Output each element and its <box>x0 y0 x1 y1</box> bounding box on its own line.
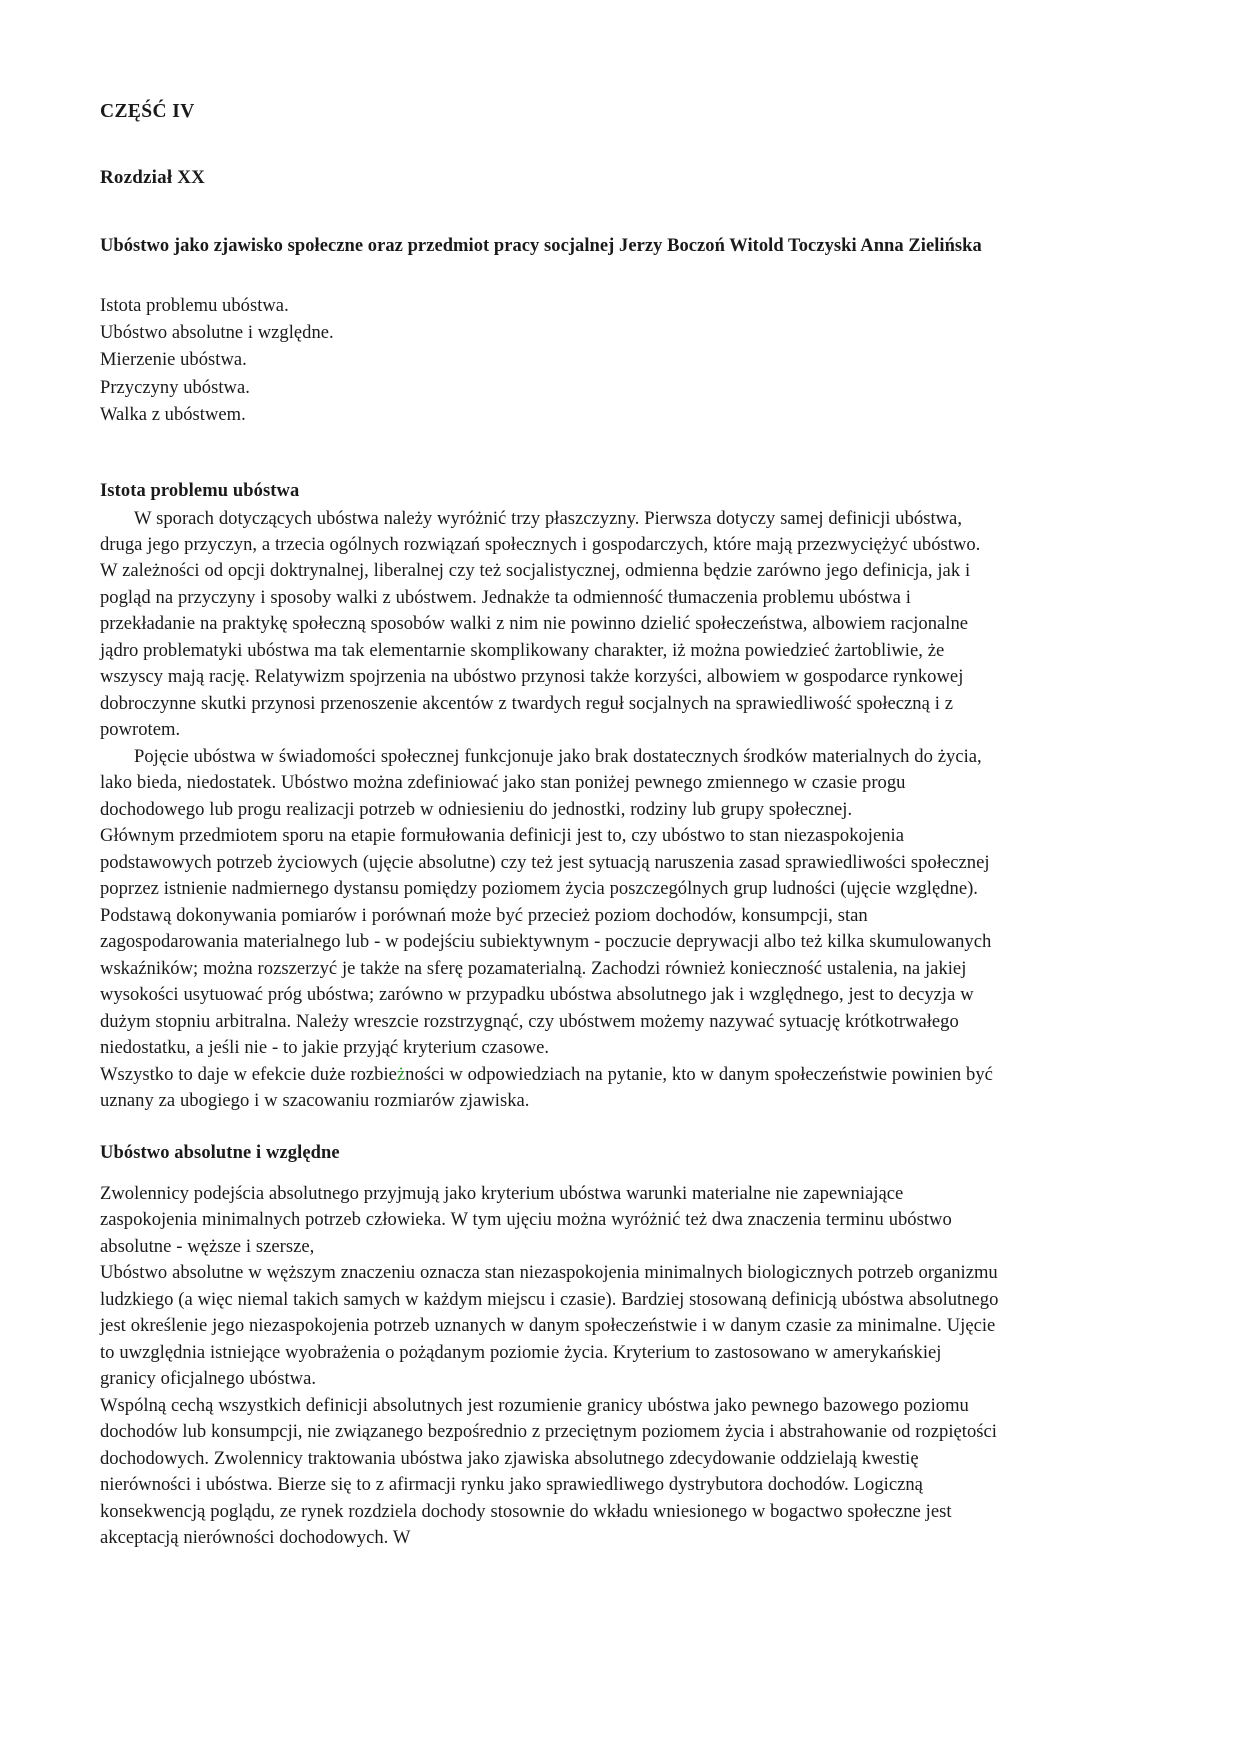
document-title: Ubóstwo jako zjawisko społeczne oraz przedmiot pracy socjalnej Jerzy Boczoń Witold Toczyski Anna Zielińska <box>100 236 982 257</box>
section-heading-absolutne: Ubóstwo absolutne i względne <box>100 1142 340 1163</box>
highlighted-character: ż <box>396 1063 406 1085</box>
part-title: CZĘŚĆ IV <box>100 101 195 122</box>
section-heading-istota: Istota problemu ubóstwa <box>100 481 300 502</box>
document-content <box>100 100 1000 1551</box>
toc-item: Mierzenie ubóstwa. <box>100 350 247 371</box>
toc-item: Walka z ubóstwem. <box>100 405 246 426</box>
toc-item: Istota problemu ubóstwa. <box>100 295 289 316</box>
paragraph: Pojęcie ubóstwa w świadomości społecznej funkcjonuje jako brak dostatecznych środków materialnych do życia, lako bieda, niedostatek. Ubóstwo można zdefiniować jako stan poniżej pewnego zmiennego w czasie progu dochodowego lub progu realizacji potrzeb w odniesieniu do jednostki, rodziny lub grupy społecznej. <box>100 745 982 820</box>
toc-item: Ubóstwo absolutne i względne. <box>100 322 334 343</box>
table-of-contents <box>100 293 1000 430</box>
paragraph: Ubóstwo absolutne w węższym znaczeniu oznacza stan niezaspokojenia minimalnych biologicznych potrzeb organizmu ludzkiego (a więc niemal takich samych w każdym miejscu i czasie). Bardziej stosowaną definicją ubóstwa absolutnego jest określenie jego niezaspokojenia potrzeb uznanych w danym społeczeństwie i w danym czasie za minimalne. Ujęcie to uwzględnia istniejące wyobrażenia o pożądanym poziomie życia. Kryterium to zastosowano w amerykańskiej granicy oficjalnego ubóstwa. <box>100 1262 999 1390</box>
paragraph: Zwolennicy podejścia absolutnego przyjmują jako kryterium ubóstwa warunki materialne nie zapewniające zaspokojenia minimalnych potrzeb człowieka. W tym ujęciu można wyróżnić też dwa znaczenia terminu ubóstwo absolutne - węższe i szersze, <box>100 1182 952 1257</box>
chapter-title: Rozdział XX <box>100 167 206 189</box>
toc-item: Przyczyny ubóstwa. <box>100 377 250 398</box>
paragraph: Wspólną cechą wszystkich definicji absolutnych jest rozumienie granicy ubóstwa jako pewnego bazowego poziomu dochodów lub konsumpcji, nie związanego bezpośrednio z przeciętnym poziomem życia i abstrahowanie od rozpiętości dochodowych. Zwolennicy traktowania ubóstwa jako zjawiska absolutnego zdecydowanie oddzielają kwestię nierówności i ubóstwa. Bierze się to z afirmacji rynku jako sprawiedliwego dystrybutora dochodów. Logiczną konsekwencją poglądu, ze rynek rozdziela dochody stosownie do wkładu wniesionego w bogactwo społeczne jest akceptacją nierówności dochodowych. W <box>100 1394 997 1548</box>
paragraph: Podstawą dokonywania pomiarów i porównań może być przecież poziom dochodów, konsumpcji, stan zagospodarowania materialnego lub - w podejściu subiektywnym - poczucie deprywacji albo też kilka skumulowanych wskaźników; można rozszerzyć je także na sferę pozamaterialną. Zachodzi również konieczność ustalenia, na jakiej wysokości usytuować próg ubóstwa; zarówno w przypadku ubóstwa absolutnego jak i względnego, jest to decyzja w dużym stopniu arbitralna. Należy wreszcie rozstrzygnąć, czy ubóstwem możemy nazywać sytuację krótkotrwałego niedostatku, a jeśli nie - to jakie przyjąć kryterium czasowe. <box>100 904 992 1059</box>
paragraph: W sporach dotyczących ubóstwa należy wyróżnić trzy płaszczyzny. Pierwsza dotyczy samej definicji ubóstwa, druga jego przyczyn, a trzecia ogólnych rozwiązań społecznych i gospodarczych, które mają przezwyciężyć ubóstwo. W zależności od opcji doktrynalnej, liberalnej czy też socjalistycznej, odmienna będzie zarówno jego definicja, jak i pogląd na przyczyny i sposoby walki z ubóstwem. Jednakże ta odmienność tłumaczenia problemu ubóstwa i przekładanie na praktykę społeczną sposobów walki z nim nie powinno dzielić społeczeństwa, albowiem racjonalne jądro problematyki ubóstwa ma tak elementarnie skomplikowany charakter, iż można powiedzieć żartobliwie, że wszyscy mają rację. Relatywizm spojrzenia na ubóstwo przynosi także korzyści, albowiem w gospodarce rynkowej dobroczynne skutki przynosi przenoszenie akcentów z twardych reguł socjalnych na sprawiedliwość społeczną i z powrotem. <box>100 507 981 741</box>
paragraph: Głównym przedmiotem sporu na etapie formułowania definicji jest to, czy ubóstwo to stan niezaspokojenia podstawowych potrzeb życiowych (ujęcie absolutne) czy też jest sytuacją naruszenia zasad sprawiedliwości społecznej poprzez istnienie nadmiernego dystansu pomiędzy poziomem życia poszczególnych grup ludności (ujęcie względne). <box>100 825 990 900</box>
paragraph-with-highlight: Wszystko to daje w efekcie duże rozbieżności w odpowiedziach na pytanie, kto w danym społeczeństwie powinien być uznany za ubogiego i w szacowaniu rozmiarów zjawiska. <box>100 1063 993 1112</box>
